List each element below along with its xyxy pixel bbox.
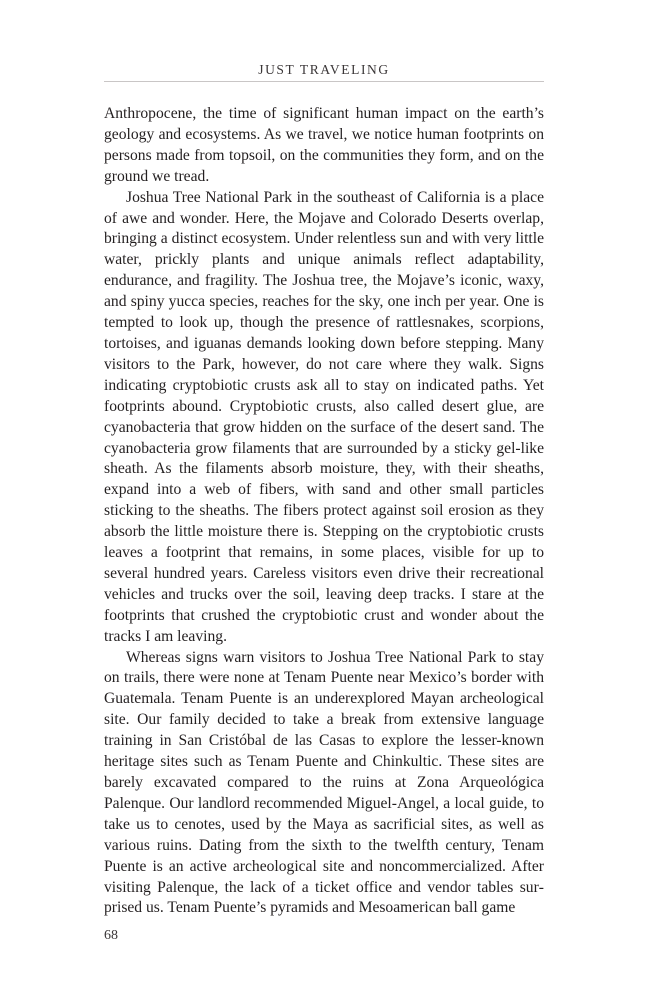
paragraph-1: Anthropocene, the time of significant human impact on the earth’s geology and ecosystems. As we travel, we notice human footprints on persons made from topsoil, on the communities they form, and on the ground we tread. — [104, 105, 544, 185]
body-text — [104, 104, 544, 919]
paragraph-2: Joshua Tree National Park in the southeast of California is a place of awe and wonder. Here, the Mojave and Colorado Deserts overlap, bringing a distinct ecosystem. Under relentless sun and with very little water, prickly plants and unique animals reflect adaptability, endurance, and fragility. The Joshua tree, the Mojave’s iconic, waxy, and spiny yucca species, reaches for the sky, one inch per year. One is tempted to look up, though the presence of rattlesnakes, scorpions, tortoises, and iguanas demands looking down before stepping. Many visitors to the Park, however, do not care where they walk. Signs indicating cryptobiotic crusts ask all to stay on indicated paths. Yet footprints abound. Cryptobiotic crusts, also called desert glue, are cyanobacteria that grow hidden on the surface of the desert sand. The cyanobacteria grow filaments that are surrounded by a sticky gel-like sheath. As the filaments absorb moisture, they, with their sheaths, expand into a web of fibers, with sand and other small particles sticking to the sheaths. The fibers protect against soil erosion as they absorb the little moisture there is. Stepping on the cryptobiotic crusts leaves a footprint that remains, in some places, visible for up to several hundred years. Careless visitors even drive their recreational vehicles and trucks over the soil, leaving deep tracks. I stare at the footprints that crushed the cryptobiotic crust and wonder about the tracks I am leaving. — [104, 188, 544, 645]
page-number: 68 — [104, 928, 118, 943]
header-rule — [104, 81, 544, 82]
paragraph-3: Whereas signs warn visitors to Joshua Tree National Park to stay on trails, there were none at Tenam Puente near Mexico’s border with Guatemala. Tenam Puente is an underexplored Mayan archeological site. Our family decided to take a break from extensive language training in San Cristóbal de las Casas to explore the lesser-known heritage sites such as Tenam Puente and Chinkultic. These sites are barely excavated compared to the ruins at Zona Arqueológica Palenque. Our landlord recommended Miguel-Angel, a local guide, to take us to cenotes, used by the Maya as sacrificial sites, as well as various ruins. Dating from the sixth to the twelfth century, Tenam Puente is an active archeological site and noncommercialized. After visiting Palenque, the lack of a ticket office and vendor tables surprised us. Tenam Puente’s pyramids and Mesoamerican ball game — [104, 648, 544, 917]
running-head: JUST TRAVELING — [258, 62, 390, 77]
